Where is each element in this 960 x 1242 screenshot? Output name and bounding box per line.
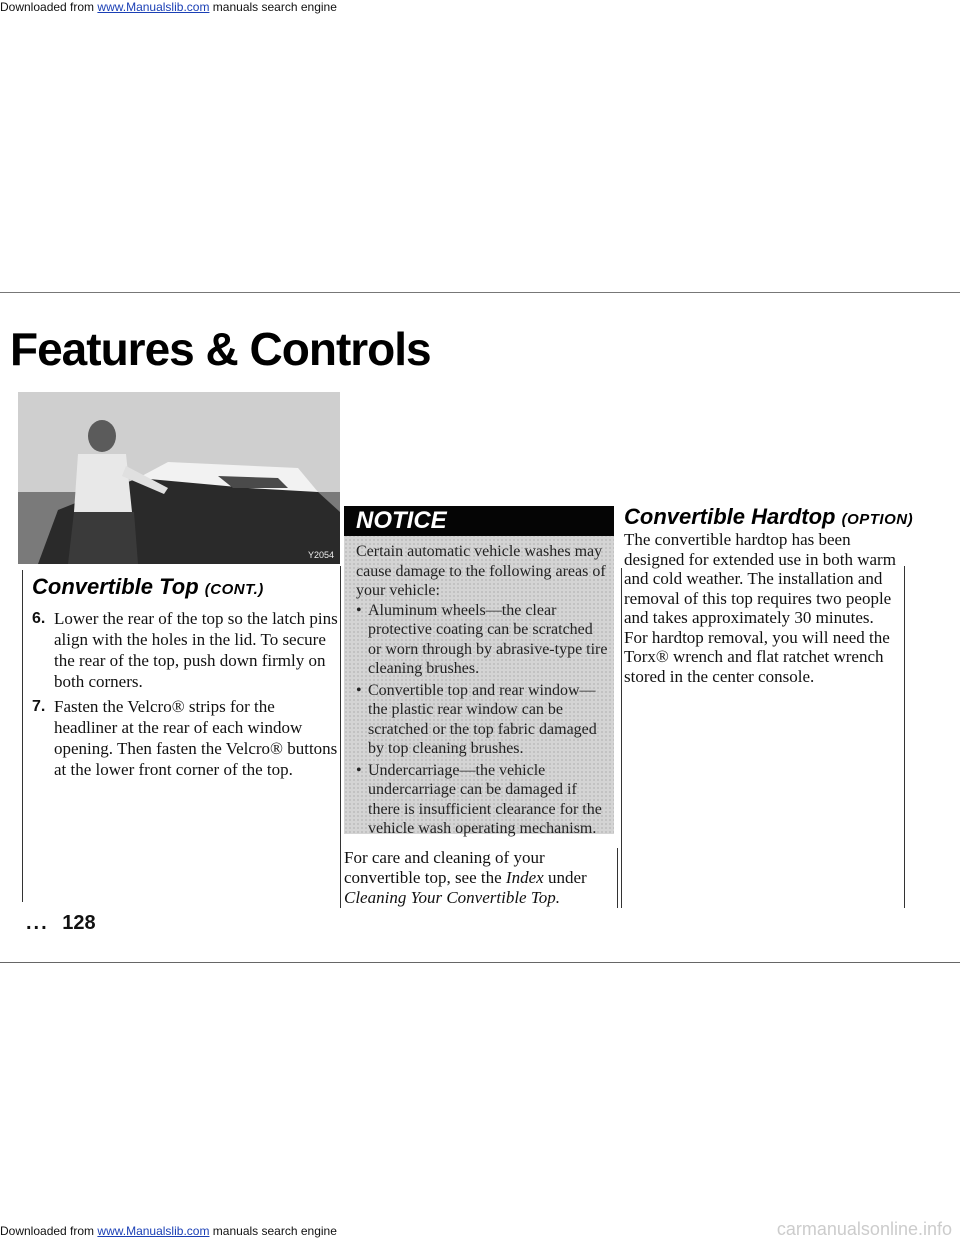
source-banner-suffix: manuals search engine xyxy=(212,0,337,14)
care-under: under xyxy=(547,868,587,887)
right-column-rule xyxy=(621,568,622,908)
page-number-row xyxy=(26,912,96,935)
notice-intro: Certain automatic vehicle washes may cause damage to the following areas of your vehicle: xyxy=(356,543,606,599)
notice-bullet: • Convertible top and rear window—the plastic rear window can be scratched or the top fabric damaged by top cleaning brushes. xyxy=(356,681,610,759)
source-banner-prefix: Downloaded from xyxy=(0,0,95,14)
left-column-rule xyxy=(22,570,23,902)
source-banner-link[interactable]: www.Manualslib.com xyxy=(97,0,210,14)
footer-source xyxy=(0,1224,337,1238)
photo-code: Y2054 xyxy=(307,550,334,560)
bottom-rule xyxy=(0,962,960,963)
notice-label: NOTICE xyxy=(344,506,614,536)
section-title: Features & Controls xyxy=(10,323,431,375)
footer-prefix: Downloaded from xyxy=(0,1224,95,1238)
watermark: carmanualsonline.info xyxy=(776,1219,952,1239)
center-column-rule xyxy=(340,566,341,908)
step-text: Lower the rear of the top so the latch pins align with the holes in the lid. To secure the rear of the top, push down firmly on both corners. xyxy=(54,609,338,691)
step-6 xyxy=(32,608,342,692)
page-dots: ... xyxy=(26,912,49,934)
far-right-rule xyxy=(904,566,905,908)
care-reference: Cleaning Your Convertible Top. xyxy=(344,888,560,907)
notice-bullet: • Aluminum wheels—the clear protective coating can be scratched or worn through by abrasive-type tire cleaning brushes. xyxy=(356,601,610,679)
convertible-top-photo xyxy=(18,392,340,564)
notice-body xyxy=(356,542,610,841)
care-paragraph xyxy=(344,848,614,908)
notice-bullets xyxy=(356,601,610,839)
heading-text: Convertible Top xyxy=(32,574,199,599)
source-banner xyxy=(0,0,337,14)
top-rule xyxy=(0,292,960,293)
heading-sub: (OPTION) xyxy=(841,511,914,528)
heading-sub: (CONT.) xyxy=(204,581,264,598)
hardtop-paragraph: The convertible hardtop has been designed for extended use in both warm and cold weather. The installation and removal of this top requires two people and takes approximately 30 minutes. For hardtop removal, you will need the Torx® wrench and flat ratchet wrench stored in the center console. xyxy=(624,530,896,686)
care-index-word: Index xyxy=(505,868,544,887)
footer-suffix: manuals search engine xyxy=(212,1224,337,1238)
step-number: 7. xyxy=(32,698,46,715)
heading-text: Convertible Hardtop xyxy=(624,504,836,529)
step-number: 6. xyxy=(32,610,46,627)
step-7 xyxy=(32,696,342,780)
step-text: Fasten the Velcro® strips for the headliner at the rear of each window opening. Then fasten the Velcro® buttons at the lower front corner of the top. xyxy=(54,697,338,779)
car-illustration xyxy=(18,392,340,564)
care-text: For care and cleaning of your convertible top, see the xyxy=(344,848,545,887)
convertible-top-heading xyxy=(32,574,264,600)
center-right-rule xyxy=(617,848,618,908)
footer-link[interactable]: www.Manualslib.com xyxy=(97,1224,210,1238)
page-number: 128 xyxy=(62,912,96,934)
convertible-top-steps xyxy=(32,608,342,784)
notice-bullet: • Undercarriage—the vehicle undercarriage can be damaged if there is insufficient clearance for the vehicle wash operating mechanism. xyxy=(356,761,610,839)
convertible-hardtop-heading xyxy=(624,504,913,530)
